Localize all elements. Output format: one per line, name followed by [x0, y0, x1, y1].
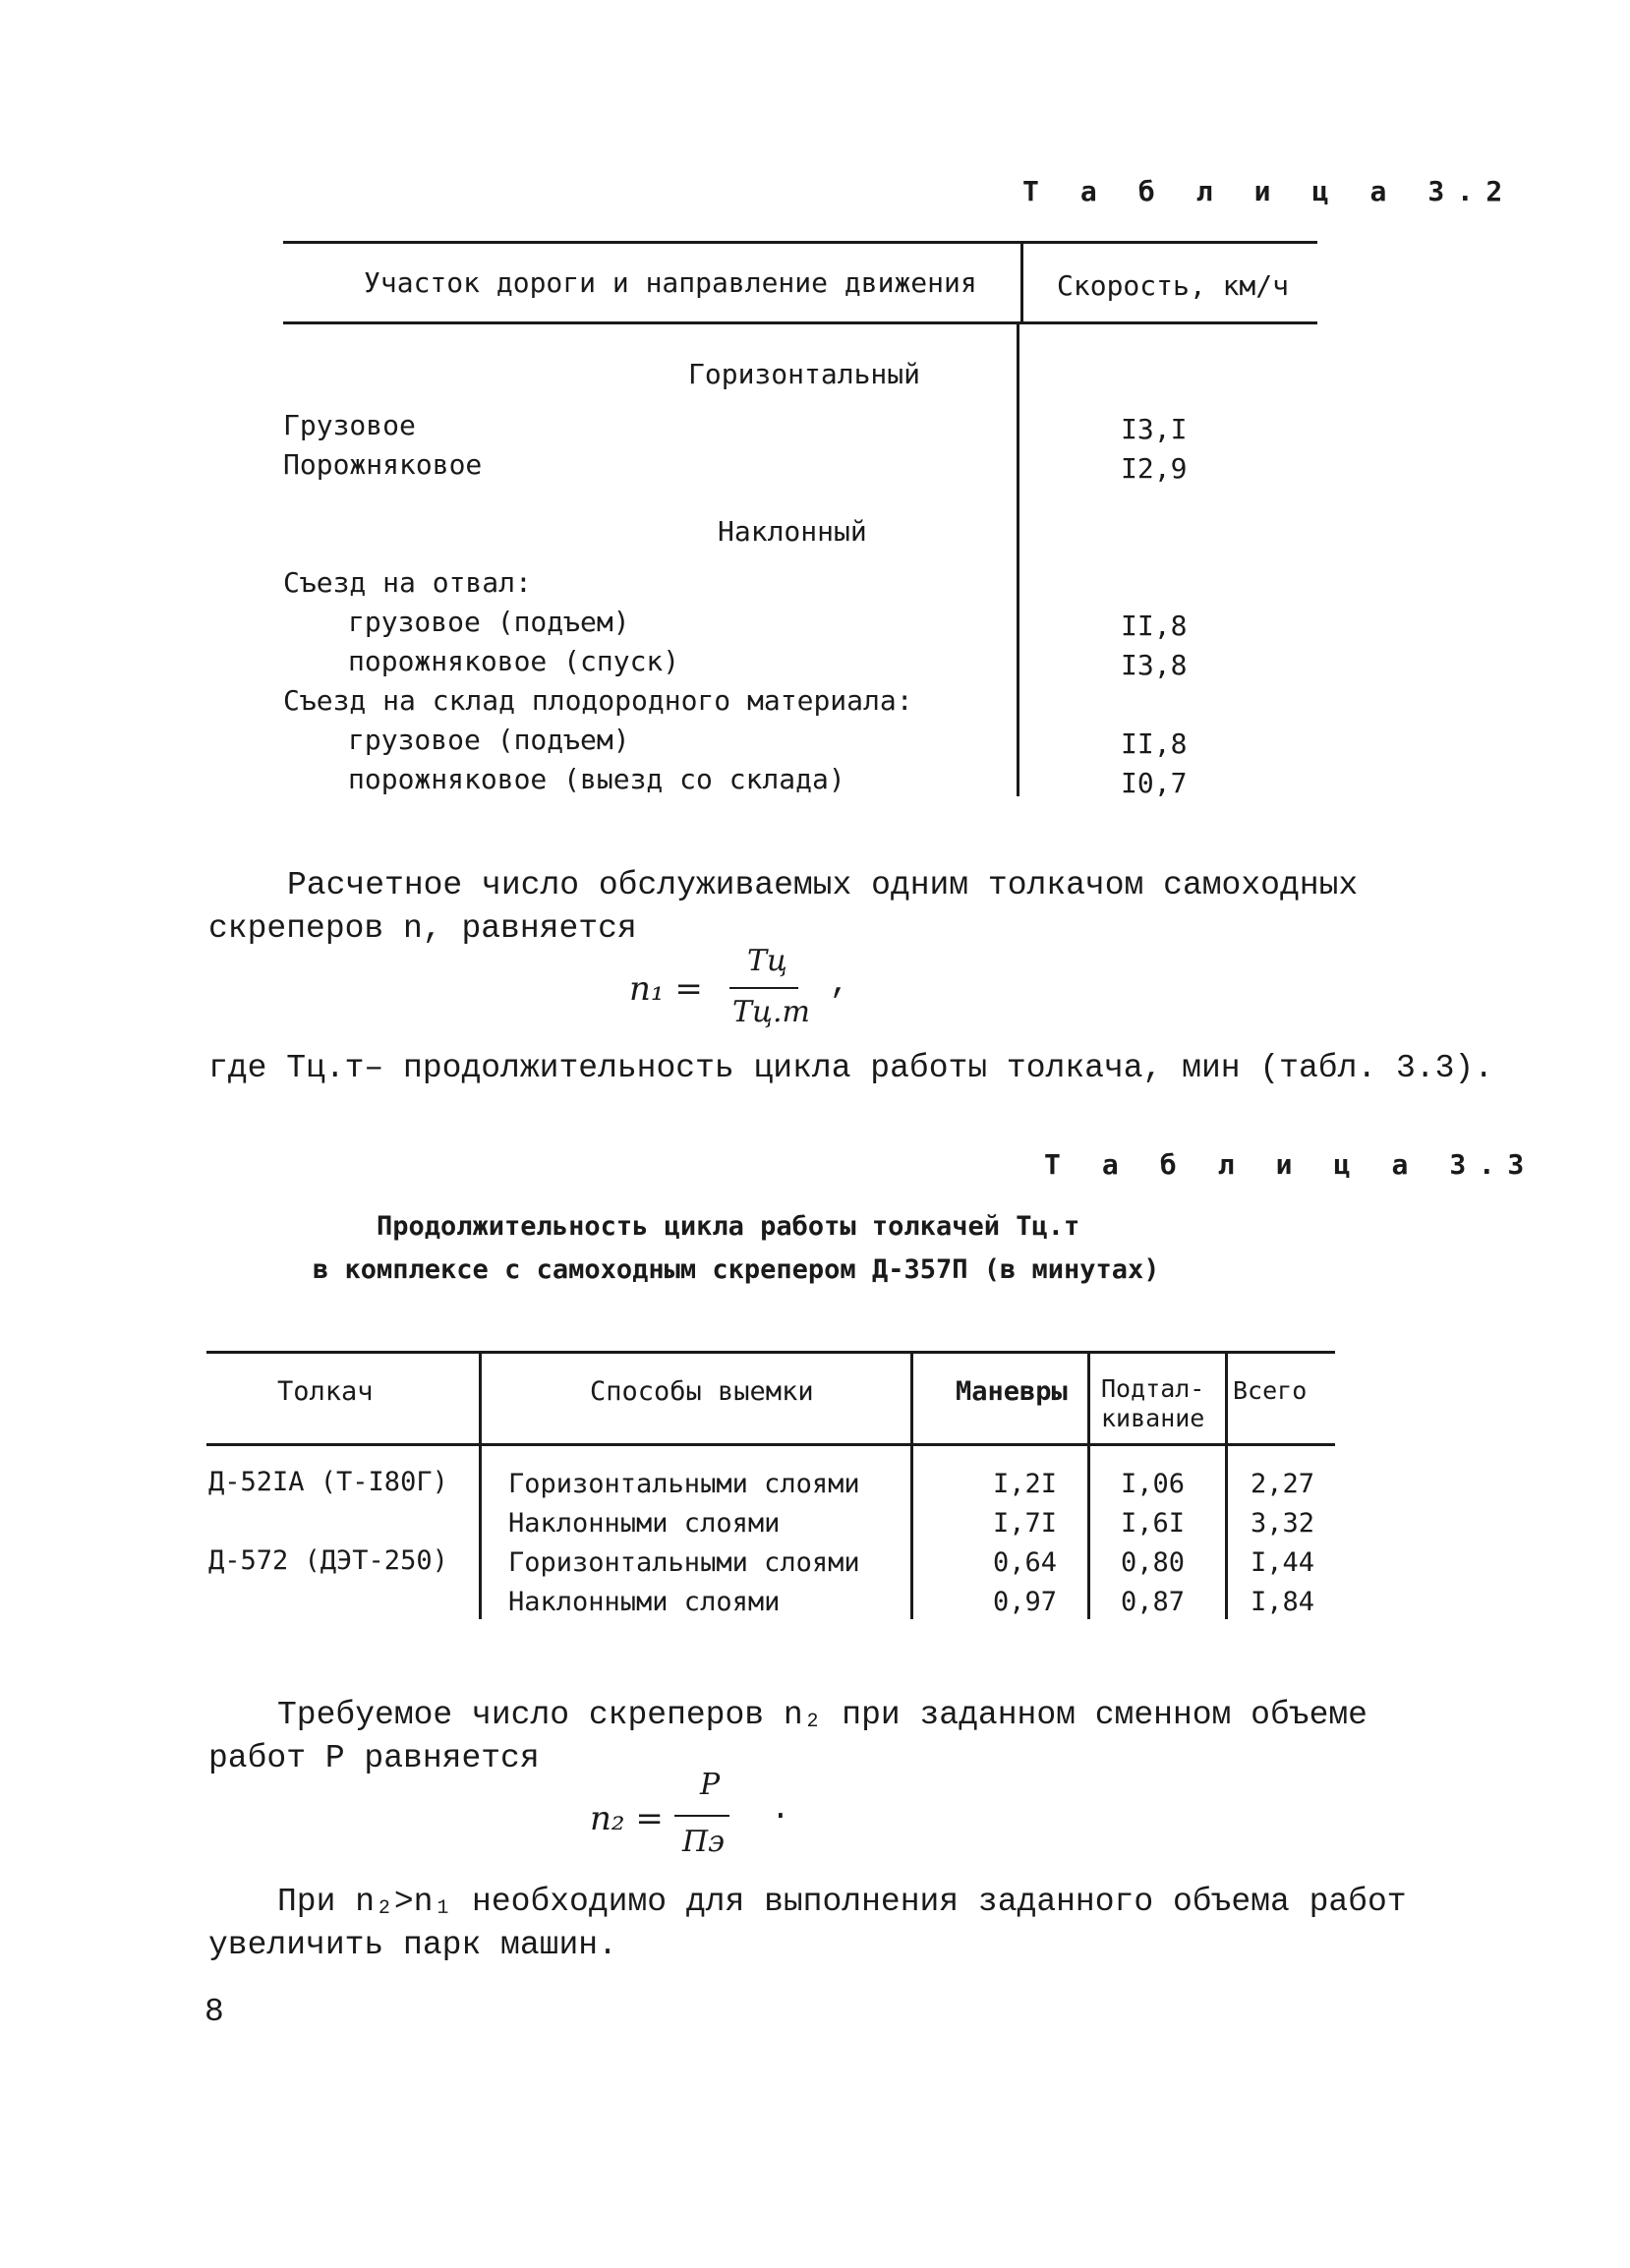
table-3-3-title-line-2: в комплексе с самоходным скрепером Д-357П (в минутах)	[313, 1254, 1160, 1285]
table-row-method: Наклонными слоями	[508, 1587, 781, 1617]
table-3-2-caption: Т а б л и ц а 3.2	[1022, 175, 1515, 207]
paragraph-2-line-1: Требуемое число скреперов n₂ при заданном сменном объеме	[277, 1697, 1368, 1733]
table-3-2-col-speed: Скорость, км/ч	[1057, 269, 1290, 302]
table-3-3-top-rule	[206, 1351, 1335, 1354]
table-row-method: Горизонтальными слоями	[508, 1469, 860, 1499]
paragraph-2-line-2: работ P равняется	[208, 1740, 540, 1776]
table-row-pusher: Д-572 (ДЭТ-250)	[208, 1545, 448, 1576]
formula-2-lhs: n₂ =	[590, 1799, 664, 1838]
table-3-2-row-label: грузовое (подъем)	[348, 724, 630, 756]
table-3-3-header-method: Способы выемки	[590, 1376, 814, 1407]
table-3-2-row-value: I2,9	[1121, 452, 1188, 485]
table-3-2-group-inclined: Наклонный	[718, 515, 867, 548]
table-row-total: 3,32	[1251, 1508, 1315, 1539]
table-3-3-title-line-1: Продолжительность цикла работы толкачей Tц.т	[377, 1211, 1080, 1242]
table-row-push: I,06	[1121, 1469, 1186, 1499]
table-3-3-caption: Т а б л и ц а 3.3	[1044, 1148, 1537, 1181]
table-3-2-row-label: грузовое (подъем)	[348, 606, 630, 638]
table-row-total: 2,27	[1251, 1469, 1315, 1499]
table-row-push: 0,87	[1121, 1587, 1186, 1617]
paragraph-2-line-4: увеличить парк машин.	[208, 1927, 617, 1963]
formula-2-numerator: P	[700, 1768, 721, 1802]
formula-1-tail: ,	[830, 965, 849, 1002]
table-3-3-divider-2	[910, 1351, 913, 1619]
table-3-3-divider-4	[1225, 1351, 1228, 1619]
table-3-2-col-section: Участок дороги и направление движения	[364, 266, 977, 299]
table-3-3-header-pusher: Толкач	[277, 1376, 374, 1407]
table-3-2-row-value: I3,I	[1121, 413, 1188, 445]
table-row-total: I,84	[1251, 1587, 1315, 1617]
table-3-2-dump-title: Съезд на отвал:	[283, 566, 532, 599]
paragraph-1-where: где Tц.т– продолжительность цикла работы толкача, мин (табл. 3.3).	[208, 1050, 1494, 1086]
formula-2-bar	[674, 1815, 729, 1817]
formula-1-denominator: Tц.т	[732, 995, 810, 1029]
table-row-maneuvers: I,7I	[993, 1508, 1058, 1539]
formula-1-lhs: n₁ =	[629, 969, 703, 1009]
table-3-2-body-divider	[1017, 324, 1019, 796]
page-number: 8	[204, 1994, 224, 2030]
table-row-maneuvers: 0,97	[993, 1587, 1058, 1617]
table-3-2-row-label: порожняковое (спуск)	[348, 645, 680, 677]
table-row-pusher: Д-52IA (Т-I80Г)	[208, 1467, 448, 1497]
table-3-3-header-push-line-1: Подтал-	[1101, 1374, 1205, 1403]
table-3-2-row-value: II,8	[1121, 610, 1188, 642]
table-3-2-row-label: порожняковое (выезд со склада)	[348, 763, 845, 795]
table-3-3-divider-3	[1087, 1351, 1090, 1619]
table-3-3-header-rule	[206, 1443, 1335, 1446]
table-3-2-top-rule	[283, 241, 1317, 244]
table-row-method: Горизонтальными слоями	[508, 1547, 860, 1578]
paragraph-1-line-1: Расчетное число обслуживаемых одним толкачом самоходных	[287, 867, 1359, 903]
table-3-2-row-label: Грузовое	[283, 409, 416, 441]
table-row-maneuvers: 0,64	[993, 1547, 1058, 1578]
table-row-push: I,6I	[1121, 1508, 1186, 1539]
formula-2-denominator: Пэ	[682, 1825, 725, 1859]
table-3-2-row-value: I0,7	[1121, 767, 1188, 799]
table-3-2-header-rule	[283, 321, 1317, 324]
table-row-total: I,44	[1251, 1547, 1315, 1578]
table-3-2-header-divider	[1020, 241, 1023, 322]
table-row-push: 0,80	[1121, 1547, 1186, 1578]
formula-2-tail: .	[771, 1791, 790, 1828]
table-3-2-group-horizontal: Горизонтальный	[688, 358, 921, 390]
table-3-3-header-total: Всего	[1233, 1376, 1308, 1405]
formula-1-bar	[729, 987, 798, 989]
table-3-3-header-maneuvers: Маневры	[956, 1376, 1068, 1407]
table-row-method: Наклонными слоями	[508, 1508, 781, 1539]
table-row-maneuvers: I,2I	[993, 1469, 1058, 1499]
table-3-2-row-value: II,8	[1121, 727, 1188, 760]
table-3-2-row-label: Порожняковое	[283, 448, 483, 481]
paragraph-1-line-2: скреперов n, равняется	[208, 910, 637, 947]
table-3-3-divider-1	[479, 1351, 482, 1619]
table-3-2-row-value: I3,8	[1121, 649, 1188, 681]
formula-1-numerator: Tц	[747, 944, 787, 978]
table-3-2-store-title: Съезд на склад плодородного материала:	[283, 684, 913, 717]
paragraph-2-line-3: При n₂>n₁ необходимо для выполнения заданного объема работ	[277, 1884, 1407, 1920]
table-3-3-header-push-line-2: кивание	[1101, 1404, 1205, 1432]
